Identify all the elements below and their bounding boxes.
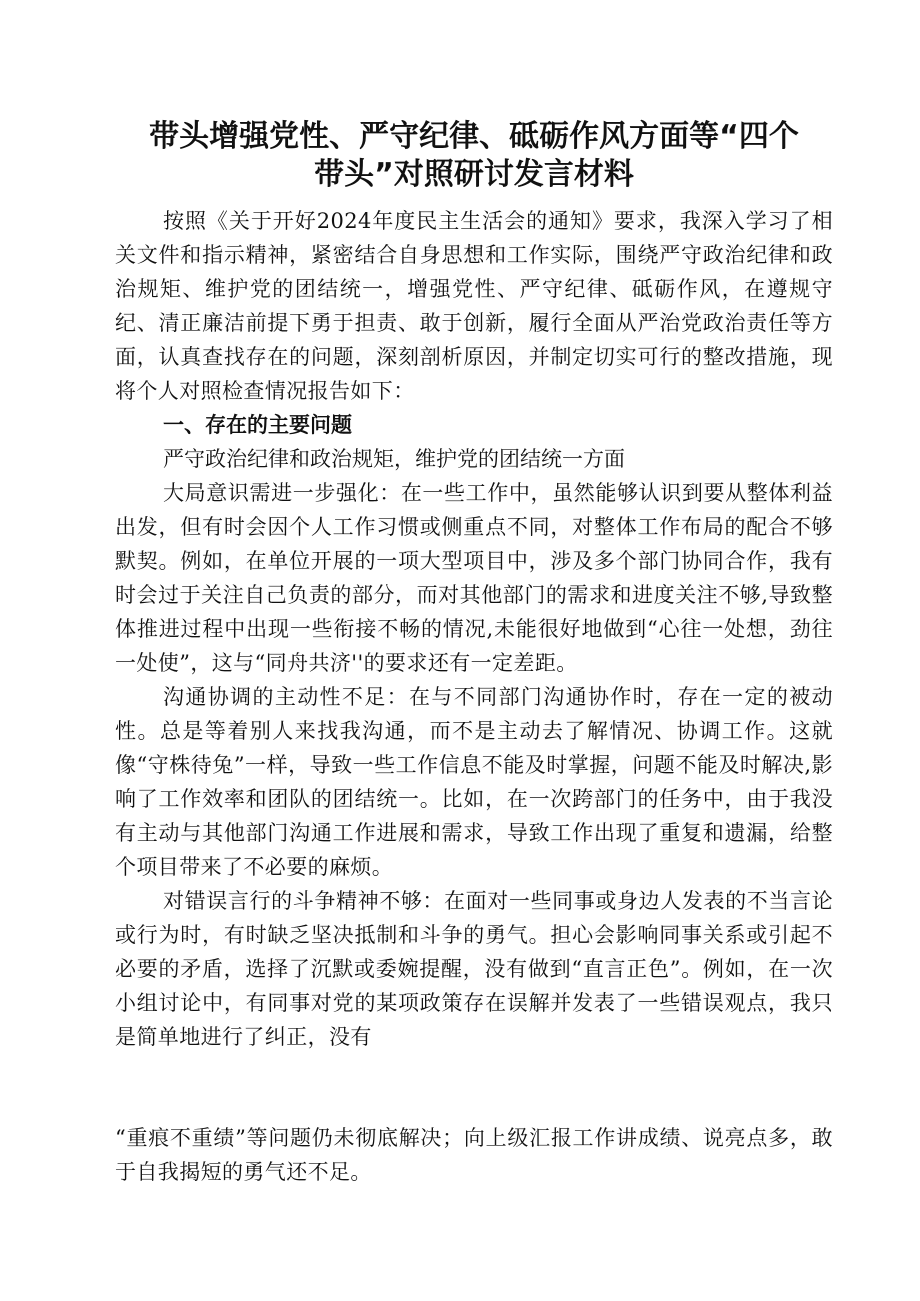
paragraph-overall-awareness: 大局意识需进一步强化：在一些工作中，虽然能够认识到要从整体利益出发，但有时会因个人工作习惯或侧重点不同，对整体工作布局的配合不够默契。例如，在单位开展的一项大型项目中，涉及多个部门协同合作，我有时会过于关注自己负责的部分，而对其他部门的需求和进度关注不够,导致整体推进过程中出现一些衔接不畅的情况,未能很好地做到“心往一处想，劲往一处使”，这与“同舟共济''的要求还有一定差距。 [115, 481, 833, 675]
paragraph-struggle-spirit: 对错误言行的斗争精神不够：在面对一些同事或身边人发表的不当言论或行为时，有时缺乏坚决抵制和斗争的勇气。担心会影响同事关系或引起不必要的矛盾，选择了沉默或委婉提醒，没有做到“直言正色”。例如，在一次小组讨论中，有同事对党的某项政策存在误解并发表了一些错误观点，我只是简单地进行了纠正，没有 [115, 889, 833, 1049]
section-heading: 一、存在的主要问题 [163, 413, 352, 437]
intro-paragraph: 按照《关于开好2024年度民主生活会的通知》要求，我深入学习了相关文件和指示精神，紧密结合自身思想和工作实际，围绕严守政治纪律和政治规矩、维护党的团结统一，增强党性、严守纪律、砥砺作风，在遵规守纪、清正廉洁前提下勇于担责、敢于创新，履行全面从严治党政治责任等方面，认真查找存在的问题，深刻剖析原因，并制定切实可行的整改措施，现将个人对照检查情况报告如下： [115, 209, 833, 403]
document-title [107, 118, 841, 194]
section-subheading: 严守政治纪律和政治规矩，维护党的团结统一方面 [163, 447, 625, 471]
tail-paragraph: “重痕不重绩”等问题仍未彻底解决；向上级汇报工作讲成绩、说亮点多，敢于自我揭短的勇气还不足。 [115, 1126, 833, 1184]
title-line-2: 带头”对照研讨发言材料 [314, 157, 634, 192]
document-page [115, 118, 833, 1054]
title-line-1: 带头增强党性、严守纪律、砥砺作风方面等“四个 [149, 119, 799, 154]
paragraph-communication: 沟通协调的主动性不足：在与不同部门沟通协作时，存在一定的被动性。总是等着别人来找我沟通，而不是主动去了解情况、协调工作。这就像“守株待兔”一样，导致一些工作信息不能及时掌握，问题不能及时解决,影响了工作效率和团队的团结统一。比如，在一次跨部门的任务中，由于我没有主动与其他部门沟通工作进展和需求，导致工作出现了重复和遗漏，给整个项目带来了不必要的麻烦。 [115, 685, 833, 879]
